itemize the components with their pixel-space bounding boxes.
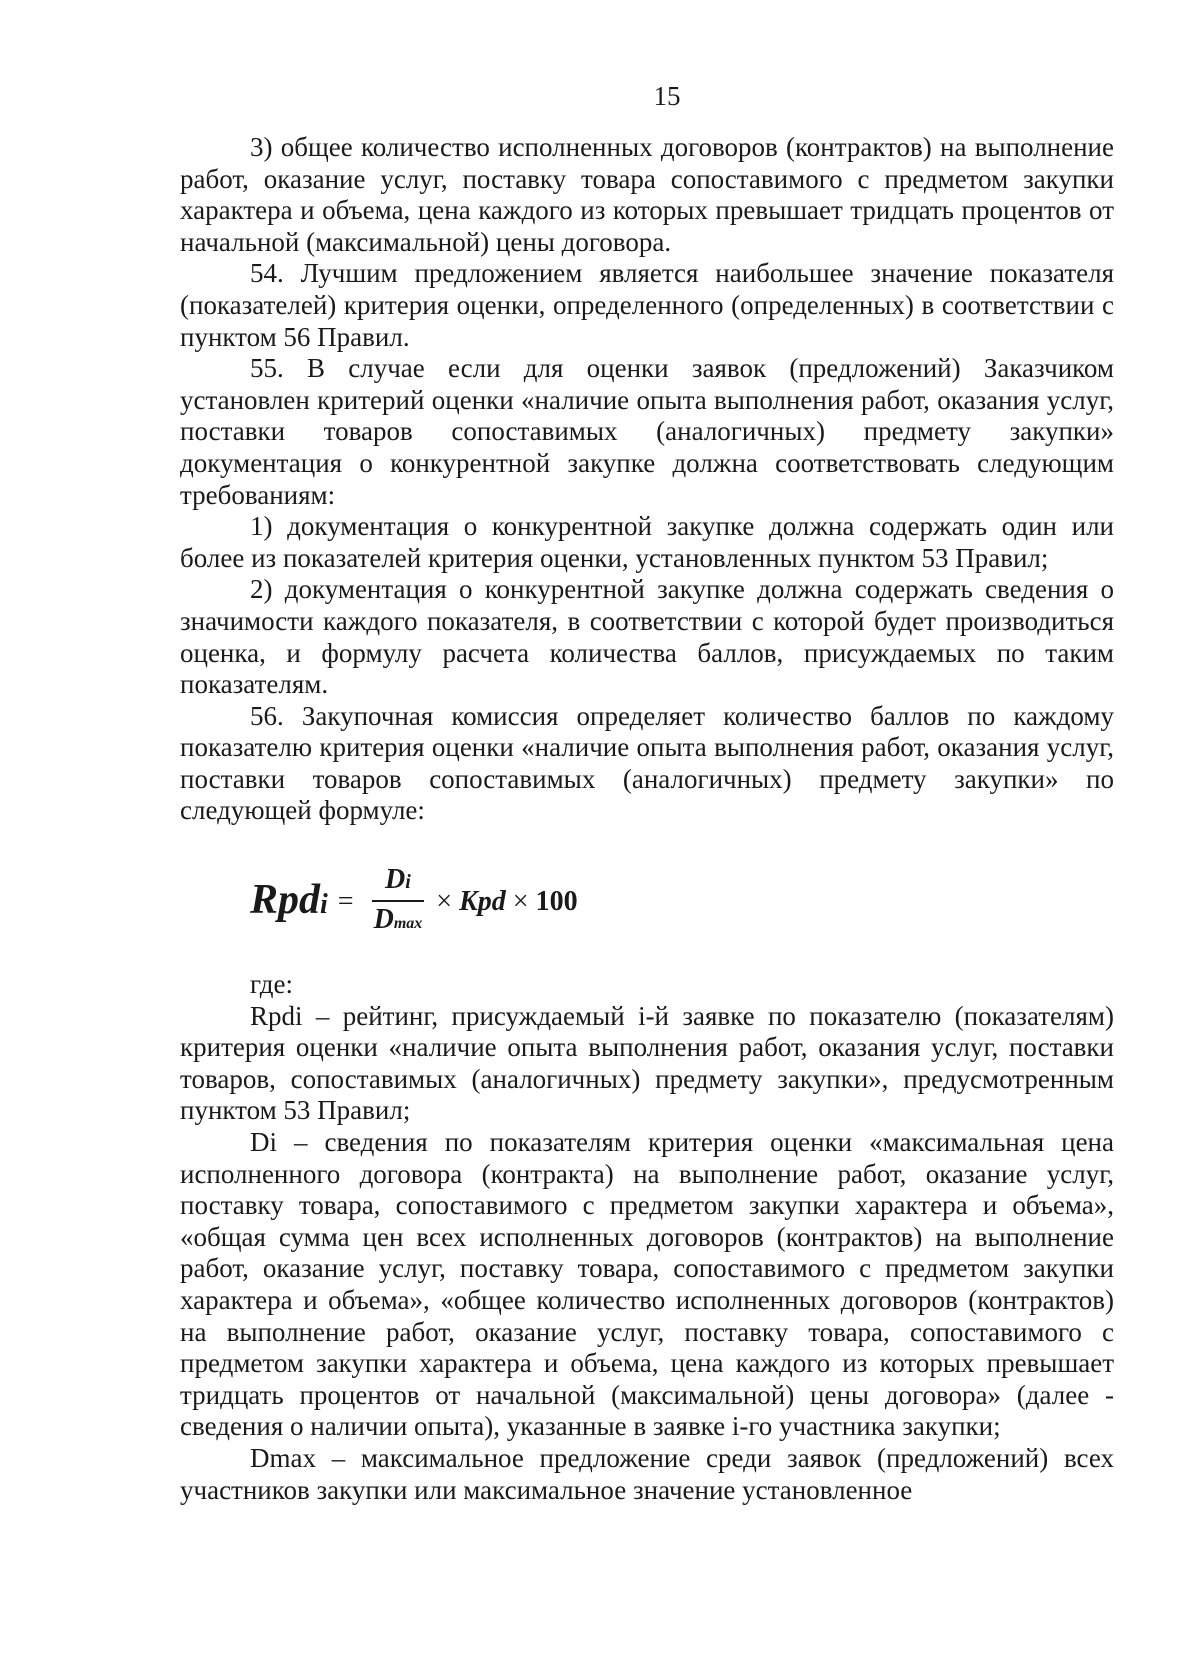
- paragraph-definition-di: Di – сведения по показателям критерия оценки «максимальная цена исполненного договора (контракта) на выполнение работ, оказание услуг, поставку товара, сопоставимого с предметом закупки характера и объема», «общая сумма цен всех исполненных договоров (контрактов) на выполнение работ, оказание услуг, поставку товара, сопоставимого с предметом закупки характера и объема», «общее количество исполненных договоров (контрактов) на выполнение работ, оказание услуг, поставку товара, сопоставимого с предметом закупки характера и объема, цена каждого из которых превышает тридцать процентов от начальной (максимальной) цены договора» (далее - сведения о наличии опыта), указанные в заявке i-го участника закупки;: [180, 1127, 1114, 1442]
- page-number: 15: [653, 81, 681, 111]
- formula-numerator: Di: [385, 864, 411, 896]
- fraction-bar: [372, 900, 424, 902]
- formula-equals-sign: =: [337, 886, 354, 918]
- paragraph-clause-55-item-1: 1) документация о конкурентной закупке должна содержать один или более из показателей критерия оценки, установленных пунктом 53 Правил;: [180, 511, 1114, 573]
- paragraph-definition-rpdi: Rpdi – рейтинг, присуждаемый i-й заявке по показателю (показателям) критерия оценки «наличие опыта выполнения работ, оказания услуг, поставки товаров, сопоставимых (аналогичных) предмету закупки», предусмотренным пунктом 53 Правил;: [180, 1000, 1114, 1126]
- paragraph-clause-54: 54. Лучшим предложением является наибольшее значение показателя (показателей) критерия оценки, определенного (определенных) в соответствии с пунктом 56 Правил.: [180, 258, 1114, 352]
- formula-lhs: Rpdi: [250, 876, 328, 923]
- formula-hundred: 100: [535, 886, 578, 918]
- paragraph-where: где:: [250, 969, 293, 1000]
- formula-expression: [250, 857, 578, 947]
- paragraph-clause-56: 56. Закупочная комиссия определяет количество баллов по каждому показателю критерия оценки «наличие опыта выполнения работ, оказания услуг, поставки товаров сопоставимых (аналогичных) предмету закупки» по следующей формуле:: [180, 700, 1114, 826]
- top-text-block: [180, 132, 1114, 827]
- formula-multipliers: [436, 886, 577, 918]
- formula-fraction: [370, 864, 427, 940]
- formula-kpd: Kpd: [459, 886, 506, 918]
- paragraph-clause-55-item-2: 2) документация о конкурентной закупке должна содержать сведения о значимости каждого показателя, в соответствии с которой будет производиться оценка, и формулу расчета количества баллов, присуждаемых по таким показателям.: [180, 574, 1114, 700]
- formula-times-sign-2: ×: [512, 886, 529, 918]
- paragraph-definition-dmax: Dmax – максимальное предложение среди заявок (предложений) всех участников закупки или максимальное значение установленное: [180, 1442, 1114, 1505]
- paragraph-item-3: 3) общее количество исполненных договоров (контрактов) на выполнение работ, оказание услуг, поставку товара сопоставимого с предметом закупки характера и объема, цена каждого из которых превышает тридцать процентов от начальной (максимальной) цены договора.: [180, 132, 1114, 257]
- bottom-text-block: [180, 969, 1114, 1506]
- formula-times-sign: ×: [436, 886, 453, 918]
- rating-formula: [180, 849, 1114, 959]
- paragraph-clause-55: 55. В случае если для оценки заявок (предложений) Заказчиком установлен критерий оценки «наличие опыта выполнения работ, оказания услуг, поставки товаров сопоставимых (аналогичных) предмету закупки» документация о конкурентной закупке должна соответствовать следующим требованиям:: [180, 353, 1114, 510]
- formula-denominator: Dmax: [373, 904, 423, 936]
